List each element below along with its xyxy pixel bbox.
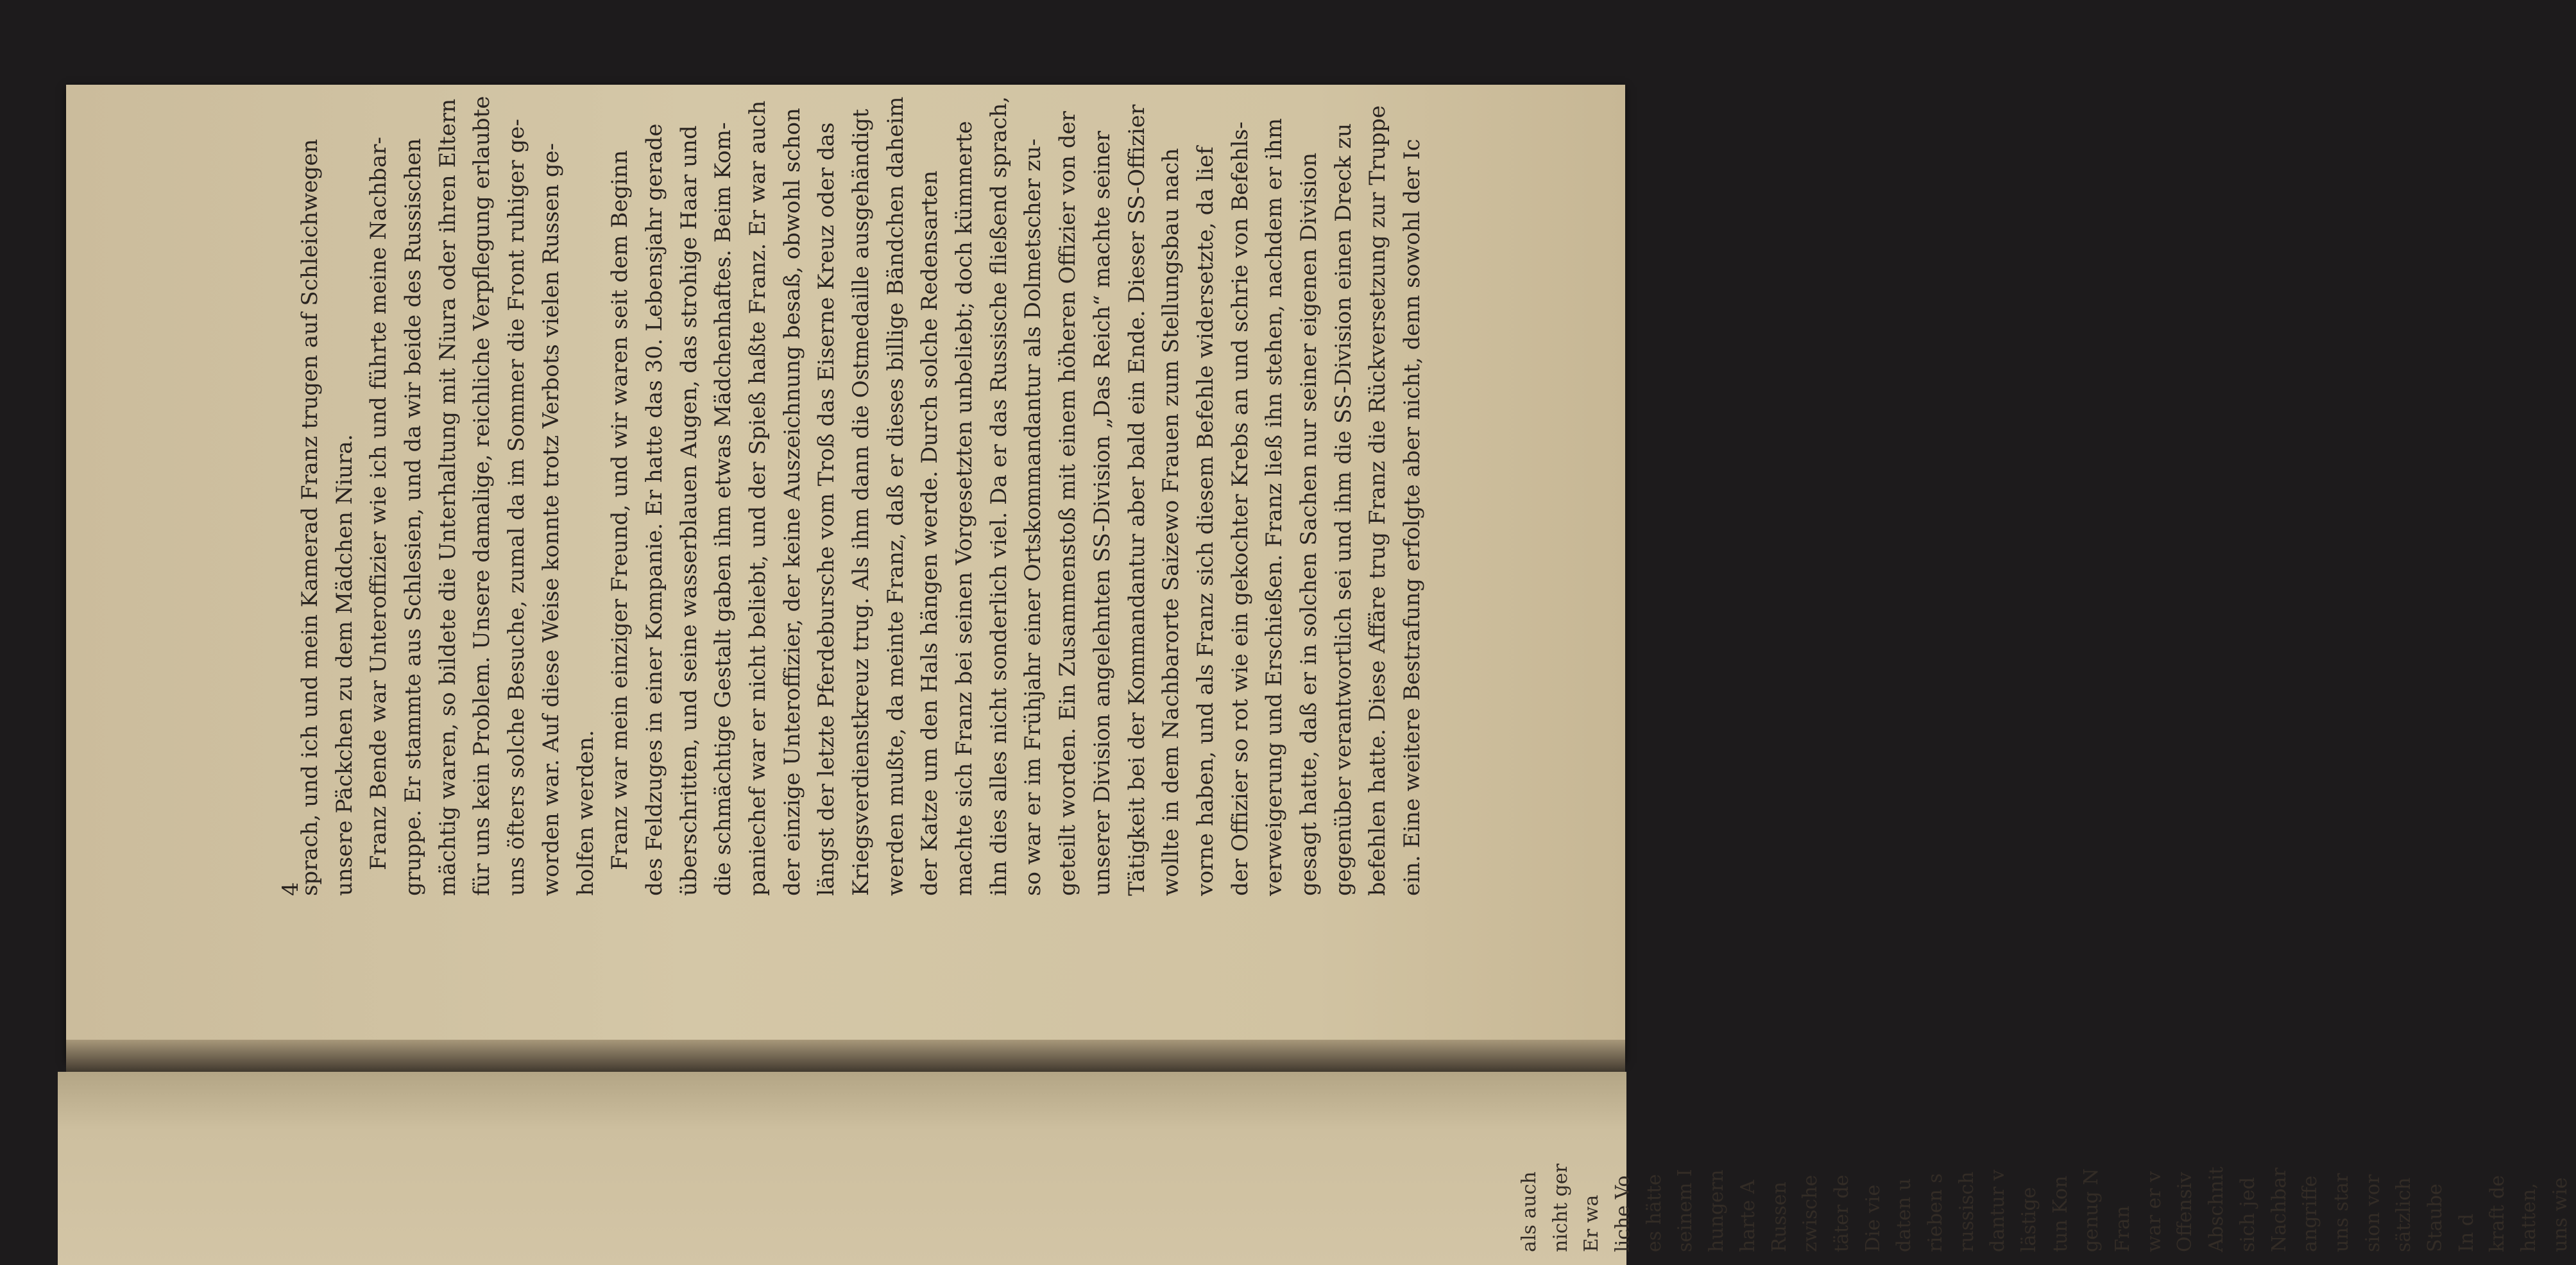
text-line: des Feldzuges in einer Kompanie. Er hatte das 30. Lebensjahr gerade — [641, 123, 667, 896]
text-line: gegenüber verantwortlich sei und ihm die SS-Division einen Dreck zu — [1330, 123, 1356, 896]
next-page-line: Fran — [2111, 1205, 2135, 1252]
next-page-line: sätzlich — [2393, 1177, 2416, 1252]
left-page-content — [66, 85, 1625, 1060]
text-line: worden war. Auf diese Weise konnte trotz Verbots vielen Russen ge- — [538, 142, 564, 896]
next-page-line: uns wie — [2548, 1177, 2572, 1252]
text-line: sprach, und ich und mein Kamerad Franz trugen auf Schleichwegen — [297, 139, 323, 896]
text-line: Franz war mein einziger Freund, und wir waren seit dem Beginn — [607, 150, 633, 870]
next-page-line: es hätte — [1642, 1174, 1666, 1252]
text-line: so war er im Frühjahr einer Ortskommandantur als Dolmetscher zu- — [1020, 138, 1046, 896]
text-line: ein. Eine weitere Bestrafung erfolgte aber nicht, denn sowohl der Ic — [1399, 139, 1425, 896]
next-page-line: als auch — [1518, 1171, 1540, 1252]
text-line: holfen werden. — [572, 730, 599, 896]
next-page-line: Abschnit — [2205, 1166, 2228, 1252]
next-page-line: Er wa — [1580, 1194, 1603, 1252]
text-line: machte sich Franz bei seinen Vorgesetzten unbeliebt; doch kümmerte — [951, 121, 978, 896]
text-line: geteilt worden. Ein Zusammenstoß mit einem höheren Offizier von der — [1055, 111, 1081, 896]
next-page-line: Staube — [2423, 1183, 2446, 1252]
text-line: mächtig waren, so bildete die Unterhaltung mit Niura oder ihren Eltern — [434, 98, 461, 896]
text-line: der einzige Unteroffizier, der keine Auszeichnung besaß, obwohl schon — [779, 108, 805, 896]
next-page-line: Offensiv — [2174, 1172, 2197, 1252]
next-page-line: uns star — [2330, 1173, 2353, 1252]
text-line: wollte in dem Nachbarorte Saizewo Frauen zum Stellungsbau nach — [1158, 148, 1184, 896]
next-page-line: Russen — [1768, 1182, 1791, 1252]
next-page-line: In d — [2455, 1214, 2478, 1252]
text-line: unsere Päckchen zu dem Mädchen Niura. — [331, 434, 357, 896]
next-page-line: nicht ger — [1549, 1164, 1572, 1252]
next-page-line: hatten, — [2518, 1183, 2540, 1252]
next-page-line: tun Kon — [2049, 1175, 2072, 1252]
text-line: der Offizier so rot wie ein gekochter Krebs an und schrie von Befehls- — [1227, 121, 1253, 896]
text-line: die schmächtige Gestalt gaben ihm etwas Mädchenhaftes. Beim Kom- — [710, 122, 737, 896]
next-page-line: war er v — [2142, 1171, 2165, 1252]
text-line: für uns kein Problem. Unsere damalige, reichliche Verpflegung erlaubte — [469, 96, 495, 896]
text-line: überschritten, und seine wasserblauen Augen, das strohige Haar und — [676, 125, 702, 896]
text-line: uns öfters solche Besuche, zumal da im Sommer die Front ruhiger ge- — [504, 119, 530, 896]
text-line: paniechef war er nicht beliebt, und der Spieß haßte Franz. Er war auch — [744, 100, 771, 896]
text-line: vorne haben, und als Franz sich diesem Befehle widersetzte, da lief — [1192, 146, 1218, 896]
next-page-line: dantur v — [1986, 1169, 2009, 1252]
next-page-line: russisch — [1955, 1171, 1978, 1252]
page-number: 4 — [278, 882, 303, 896]
body-text — [293, 96, 1430, 896]
next-page-text — [1514, 1072, 2576, 1252]
text-line: der Katze um den Hals hängen werde. Durch solche Redensarten — [917, 170, 943, 896]
next-page-line: angriffe — [2299, 1175, 2322, 1252]
next-page-line: liche Vo — [1612, 1175, 1635, 1252]
text-line: unserer Division angelehnten SS-Division „Das Reich“ machte seiner — [1089, 130, 1115, 896]
text-line: werden mußte, da meinte Franz, daß er dieses billige Bändchen daheim — [882, 96, 908, 896]
next-page-line: täter de — [1830, 1175, 1853, 1252]
text-line: verweigerung und Erschießen. Franz ließ ihn stehen, nachdem er ihm — [1261, 118, 1288, 896]
text-line: ihn dies alles nicht sonderlich viel. Da er das Russische fließend sprach, — [985, 96, 1012, 896]
right-page-content — [58, 1072, 2572, 1265]
next-page-line: Die vie — [1861, 1184, 1884, 1252]
text-line: längst der letzte Pferdebursche vom Troß das Eiserne Kreuz oder das — [814, 122, 840, 896]
next-page-line: rieben s — [1923, 1173, 1947, 1252]
text-line: gruppe. Er stammte aus Schlesien, und da wir beide des Russischen — [400, 138, 427, 896]
next-page-line: hungern — [1705, 1169, 1728, 1252]
next-page-line: kraft de — [2486, 1175, 2509, 1252]
next-page-line: harte A — [1736, 1180, 1759, 1252]
text-line: Franz Bende war Unteroffizier wie ich und führte meine Nachbar- — [366, 137, 392, 870]
next-page-line: Nachbar — [2267, 1167, 2290, 1252]
next-page-line: daten u — [1893, 1178, 1916, 1252]
next-page-line: lästige — [2018, 1187, 2040, 1252]
text-line: befehlen hatte. Diese Affäre trug Franz die Rückversetzung zur Truppe — [1365, 105, 1391, 896]
text-line: gesagt hatte, daß er in solchen Sachen nur seiner eigenen Division — [1295, 152, 1322, 896]
next-page-line: genug N — [2080, 1168, 2103, 1252]
next-page-line: seinem I — [1674, 1169, 1697, 1252]
next-page-line: sich jed — [2236, 1177, 2259, 1252]
next-page-line: zwische — [1799, 1175, 1822, 1252]
next-page-line: sion vor — [2361, 1174, 2384, 1252]
text-line: Kriegsverdienstkreuz trug. Als ihm dann die Ostmedaille ausgehändigt — [848, 108, 874, 896]
text-line: Tätigkeit bei der Kommandantur aber bald ein Ende. Dieser SS-Offizier — [1123, 104, 1150, 896]
